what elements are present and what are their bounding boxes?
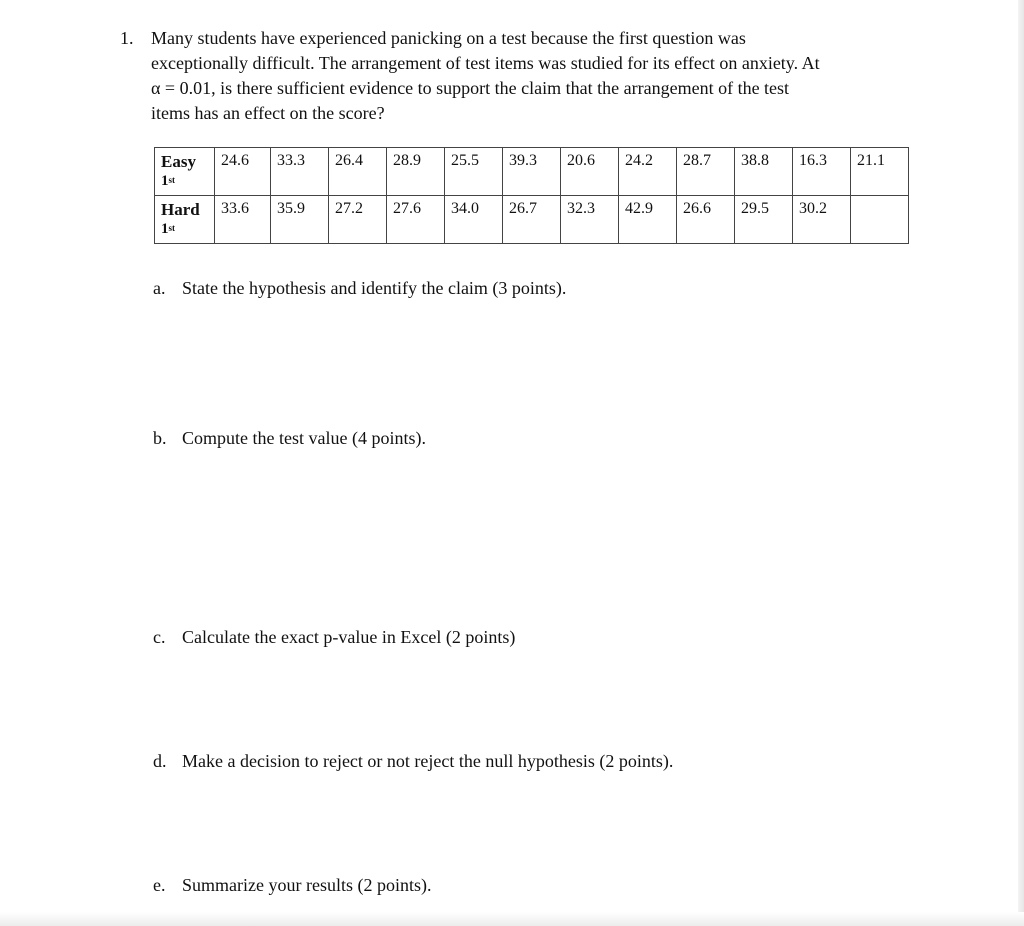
- table-cell: 35.9: [271, 196, 329, 244]
- row-label-easy: [155, 148, 215, 196]
- table-cell: 28.7: [677, 148, 735, 196]
- table-cell: 42.9: [619, 196, 677, 244]
- page-edge: [1018, 0, 1024, 926]
- table-row-hard: [155, 196, 909, 244]
- part-c: [153, 625, 515, 649]
- row-label-text: Hard: [161, 200, 200, 219]
- question-number: 1.: [120, 28, 134, 48]
- question-line: Many students have experienced panicking on a test because the first question was: [151, 28, 746, 48]
- part-text: State the hypothesis and identify the claim (3 points).: [182, 278, 567, 298]
- part-letter: a.: [153, 278, 166, 298]
- table-cell: 39.3: [503, 148, 561, 196]
- part-e: [153, 873, 431, 897]
- part-letter: e.: [153, 875, 166, 895]
- part-text: Summarize your results (2 points).: [182, 875, 432, 895]
- table-cell: 26.7: [503, 196, 561, 244]
- table-cell: 28.9: [387, 148, 445, 196]
- table-cell: 25.5: [445, 148, 503, 196]
- part-d: [153, 749, 673, 773]
- question-line: α = 0.01, is there sufficient evidence to support the claim that the arrangement of the test: [151, 78, 790, 98]
- table-cell: 27.2: [329, 196, 387, 244]
- row-label-hard: [155, 196, 215, 244]
- table-cell: 16.3: [793, 148, 851, 196]
- table-cell: 21.1: [851, 148, 909, 196]
- part-text: Calculate the exact p-value in Excel (2 points): [182, 627, 516, 647]
- part-letter: c.: [153, 627, 166, 647]
- table-cell: 38.8: [735, 148, 793, 196]
- table-cell: 26.4: [329, 148, 387, 196]
- question-text: [151, 26, 921, 126]
- row-label-ordinal: 1st: [161, 221, 175, 237]
- part-text: Make a decision to reject or not reject the null hypothesis (2 points).: [182, 751, 674, 771]
- data-table: [154, 147, 909, 244]
- table-cell: 20.6: [561, 148, 619, 196]
- part-letter: b.: [153, 428, 167, 448]
- row-label-text: Easy: [161, 152, 196, 171]
- table-cell: 29.5: [735, 196, 793, 244]
- table-cell: 24.6: [215, 148, 271, 196]
- table-cell: 32.3: [561, 196, 619, 244]
- question-line: items has an effect on the score?: [151, 103, 385, 123]
- part-a: [153, 276, 566, 300]
- table-cell: 33.3: [271, 148, 329, 196]
- part-text: Compute the test value (4 points).: [182, 428, 426, 448]
- row-label-ordinal: 1st: [161, 173, 175, 189]
- table-cell: 26.6: [677, 196, 735, 244]
- table-cell: 34.0: [445, 196, 503, 244]
- question-line: exceptionally difficult. The arrangement of test items was studied for its effect on anxiety. At: [151, 53, 820, 73]
- part-b: [153, 426, 426, 450]
- table-cell: 27.6: [387, 196, 445, 244]
- table-cell: 33.6: [215, 196, 271, 244]
- table-cell: 24.2: [619, 148, 677, 196]
- part-letter: d.: [153, 751, 167, 771]
- table-cell: 30.2: [793, 196, 851, 244]
- table-row-easy: [155, 148, 909, 196]
- table-cell-empty: [851, 196, 909, 244]
- page-bottom-shadow: [0, 912, 1024, 926]
